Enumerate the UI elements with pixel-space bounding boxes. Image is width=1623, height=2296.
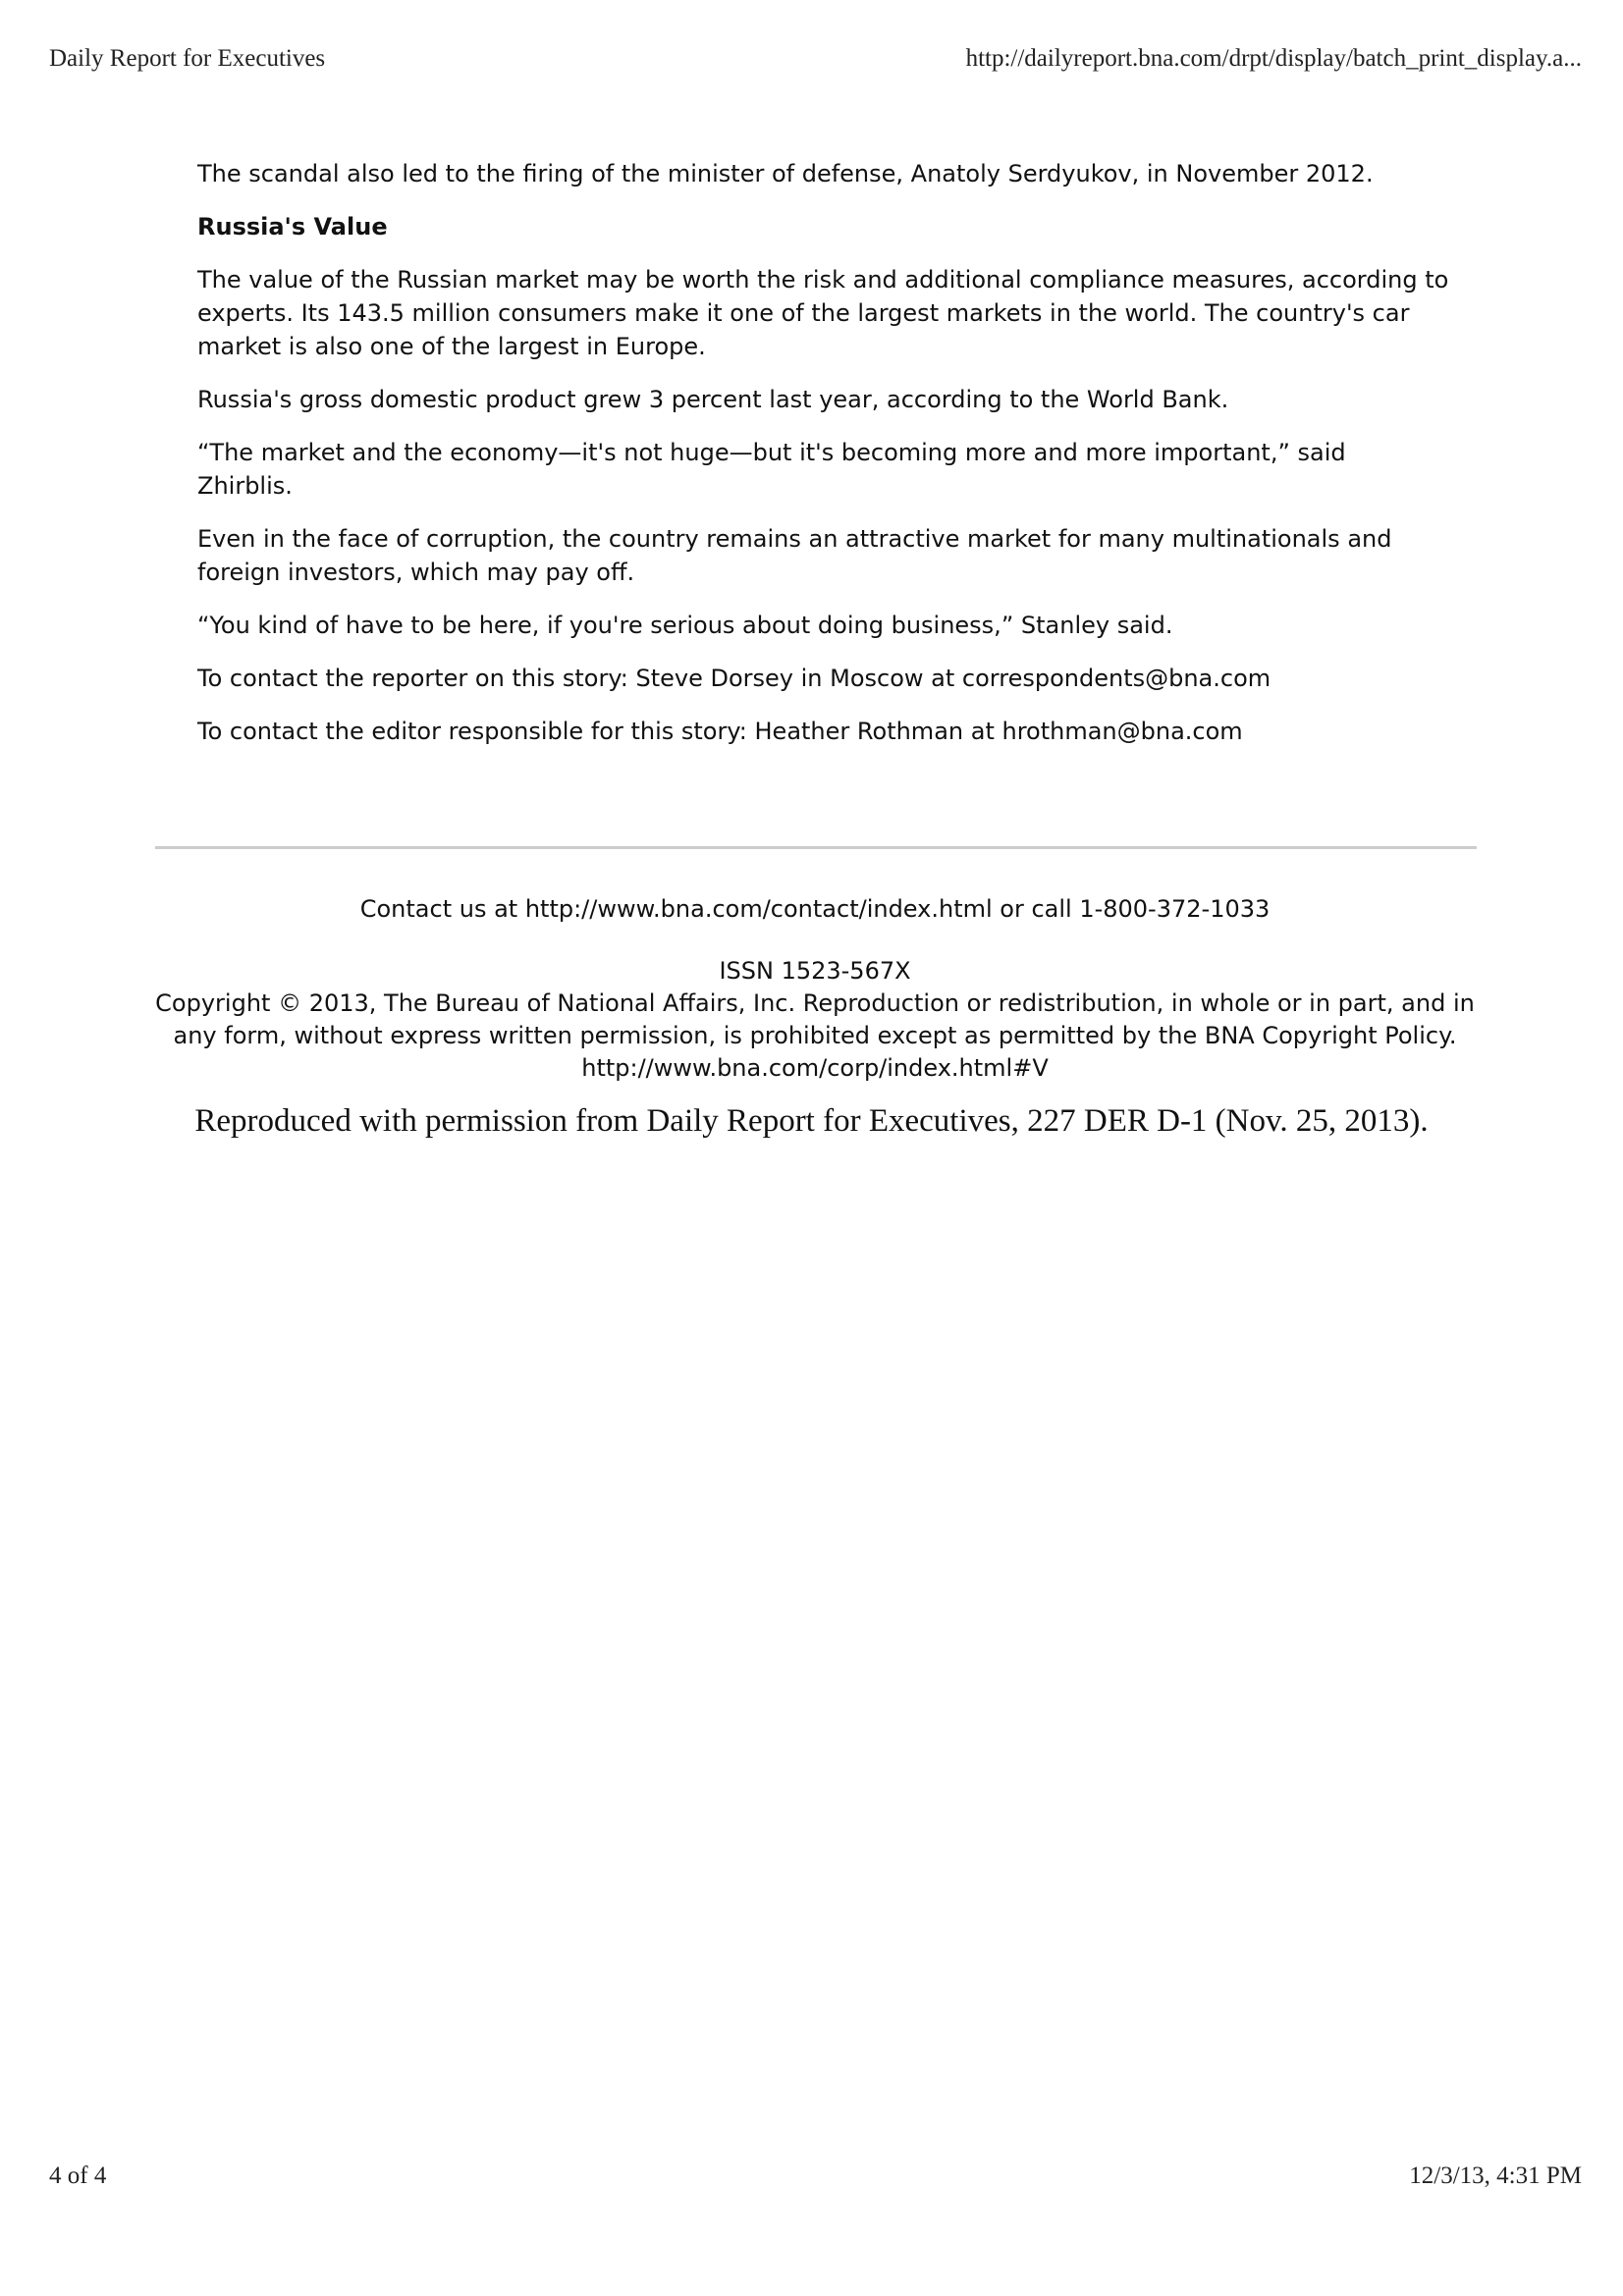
print-header-title: Daily Report for Executives: [49, 45, 326, 72]
publisher-footer: [137, 893, 1492, 1085]
issn-line: ISSN 1523-567X: [719, 957, 911, 985]
article-paragraph: The scandal also led to the firing of the minister of defense, Anatoly Serdyukov, in November 2012.: [197, 160, 1374, 187]
article-paragraph: Russia's gross domestic product grew 3 percent last year, according to the World Bank.: [197, 386, 1229, 413]
section-heading: Russia's Value: [197, 213, 388, 240]
print-header-url: http://dailyreport.bna.com/drpt/display/batch_print_display.a...: [965, 45, 1582, 72]
divider: [155, 846, 1477, 849]
article-paragraph: “The market and the economy—it's not huge—but it's becoming more and more important,” said Zhirblis.: [197, 439, 1346, 500]
reporter-contact: To contact the reporter on this story: Steve Dorsey in Moscow at correspondents@bna.com: [197, 665, 1271, 692]
article-paragraph: The value of the Russian market may be worth the risk and additional compliance measures, according to experts. Its 143.5 million consumers make it one of the largest markets in the world. The country's car market is also one of the largest in Europe.: [197, 266, 1449, 360]
contact-line: Contact us at http://www.bna.com/contact/index.html or call 1-800-372-1033: [359, 895, 1271, 923]
page-number: 4 of 4: [49, 2163, 107, 2189]
article-body: [197, 157, 1474, 768]
reproduction-notice: Reproduced with permission from Daily Report for Executives, 227 DER D-1 (Nov. 25, 2013).: [194, 1103, 1429, 1139]
article-paragraph: “You kind of have to be here, if you're serious about doing business,” Stanley said.: [197, 612, 1173, 639]
editor-contact: To contact the editor responsible for this story: Heather Rothman at hrothman@bna.com: [197, 718, 1243, 745]
article-paragraph: Even in the face of corruption, the country remains an attractive market for many multinationals and foreign investors, which may pay off.: [197, 525, 1392, 586]
print-timestamp: 12/3/13, 4:31 PM: [1409, 2163, 1582, 2189]
copyright-notice: Copyright © 2013, The Bureau of National Affairs, Inc. Reproduction or redistribution, in whole or in part, and in any form, without express written permission, is prohibited except as permitted by the BNA Copyright Policy. http://www.bna.com/corp/index.html#V: [155, 989, 1475, 1082]
